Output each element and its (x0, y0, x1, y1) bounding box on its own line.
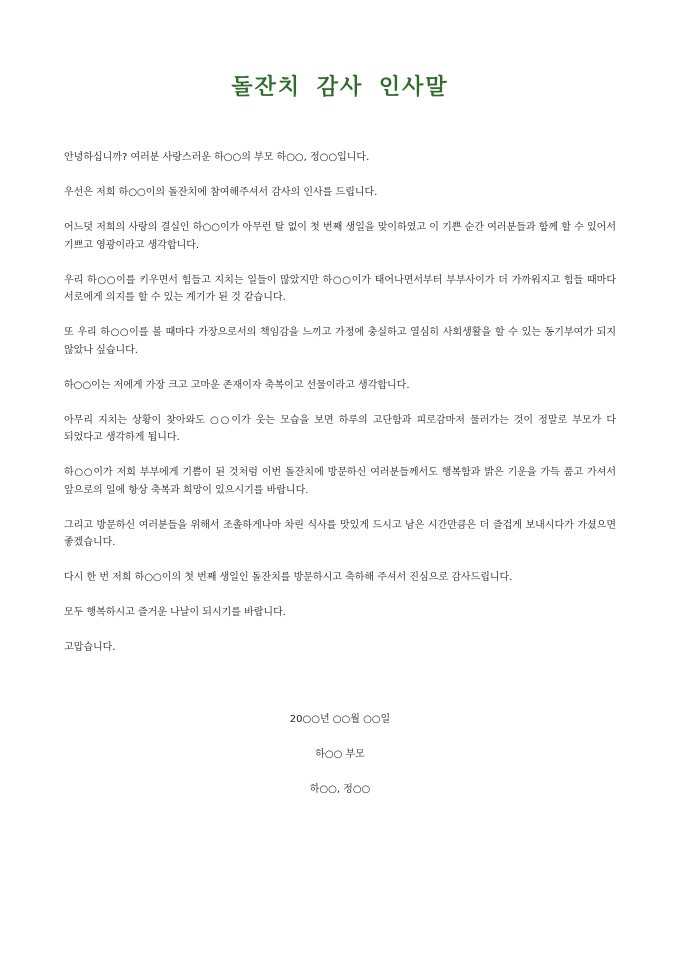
paragraph-raising: 우리 하○○이를 키우면서 힘들고 지치는 일들이 많았지만 하○○이가 태어나면서부터 부부사이가 더 가까워지고 힘들 때마다 서로에게 의지를 할 수 있는 계기가 된 것 같습니다. (64, 274, 616, 303)
signature-parents: 하○○ 부모 (315, 749, 365, 760)
document-title: 돌잔치 감사 인사말 (231, 75, 449, 100)
paragraph-gratitude: 다시 한 번 저희 하○○이의 첫 번째 생일인 돌잔치를 방문하시고 축하해 주셔서 진심으로 감사드립니다. (64, 572, 513, 583)
document-body (64, 149, 616, 674)
paragraph-smile: 아무리 지치는 상황이 찾아와도 ○○이가 웃는 모습을 보면 하루의 고단함과 피로감마저 물러가는 것이 정말로 부모가 다 되었다고 생각하게 됩니다. (64, 414, 616, 443)
paragraph-responsibility: 또 우리 하○○이를 볼 때마다 가장으로서의 책임감을 느끼고 가정에 충실하고 열심히 사회생활을 할 수 있는 동기부여가 되지 않았나 싶습니다. (64, 327, 616, 356)
document-date: 20○○년 ○○월 ○○일 (289, 714, 391, 725)
paragraph-wishes: 하○○이가 저희 부부에게 기쁨이 된 것처럼 이번 돌잔치에 방문하신 여러분들께서도 행복함과 밝은 기운을 가득 품고 가셔서 앞으로의 일에 항상 축복과 희망이 있으시기를 바랍니다. (64, 467, 616, 496)
paragraph-blessing: 하○○이는 저에게 가장 크고 고마운 존재이자 축복이고 선물이라고 생각합니다. (64, 379, 410, 391)
paragraph-meal: 그리고 방문하신 여러분들을 위해서 조촐하게나마 차린 식사를 맛있게 드시고 남은 시간만큼은 더 즐겁게 보내시다가 가셨으면 좋겠습니다. (64, 519, 616, 548)
paragraph-first-birthday: 어느덧 저희의 사랑의 결실인 하○○이가 아무런 탈 없이 첫 번째 생일을 맞이하였고 이 기쁜 순간 여러분들과 함께 할 수 있어서 기쁘고 영광이라고 생각합니다. (64, 222, 616, 251)
paragraph-closing: 고맙습니다. (64, 642, 116, 653)
paragraph-greeting: 안녕하십니까? 여러분 사랑스러운 하○○의 부모 하○○, 정○○입니다. (64, 152, 370, 163)
signature-names: 하○○, 정○○ (309, 784, 371, 795)
paragraph-happiness: 모두 행복하시고 즐거운 나날이 되시기를 바랍니다. (64, 607, 286, 618)
paragraph-thanks: 우선은 저희 하○○이의 돌잔치에 참여해주셔서 감사의 인사를 드립니다. (64, 187, 378, 198)
